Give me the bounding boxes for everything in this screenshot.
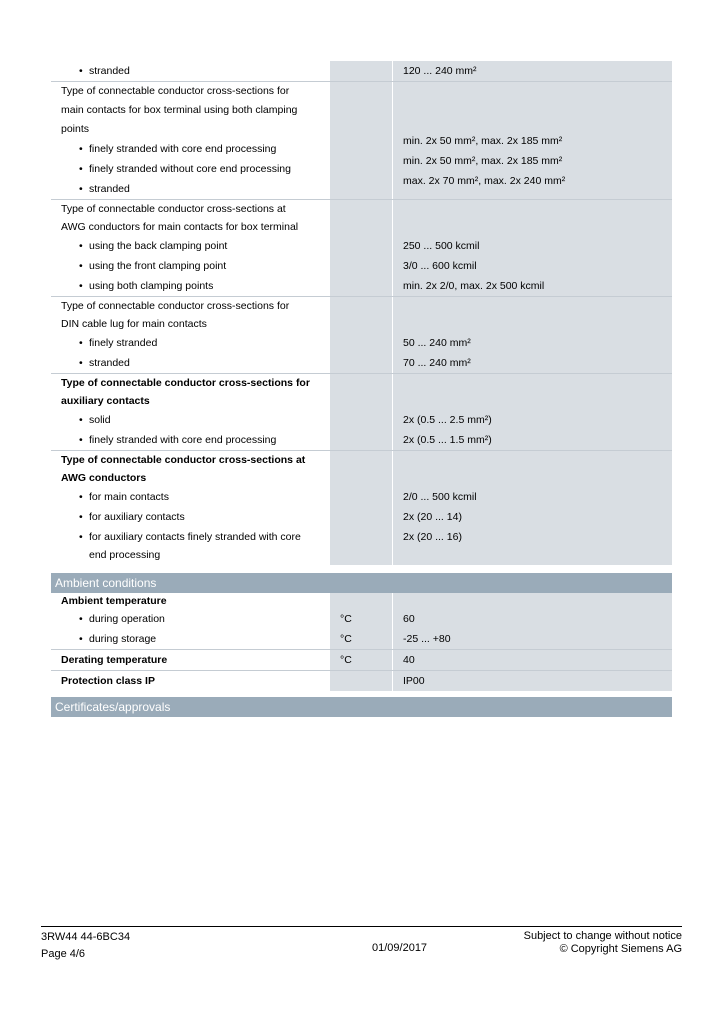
spec-value: 2x (20 ... 14) <box>403 511 462 523</box>
spec-label: • stranded <box>61 179 323 199</box>
spec-value: 3/0 ... 600 kcmil <box>403 260 477 272</box>
spec-heading-line: AWG conductors <box>61 472 147 484</box>
spec-value: 250 ... 500 kcmil <box>403 240 480 252</box>
spec-table <box>51 61 672 717</box>
section-header-certificates: Certificates/approvals <box>51 697 672 717</box>
spec-label: Derating temperature <box>61 654 168 666</box>
spec-label: • using the back clamping point <box>61 236 323 256</box>
spec-label: • using both clamping points <box>61 276 323 296</box>
spec-value: min. 2x 2/0, max. 2x 500 kcmil <box>403 280 545 292</box>
spec-heading-line: Type of connectable conductor cross-sections at <box>61 454 306 466</box>
spec-row-derating <box>51 649 672 670</box>
spec-label: • finely stranded with core end processing <box>61 139 323 159</box>
spec-group-awg-box-terminal <box>51 199 672 296</box>
spec-unit: °C <box>340 654 352 666</box>
spec-heading-line: main contacts for box terminal using both clamping <box>61 104 298 116</box>
spec-group-din-cable-lug <box>51 296 672 373</box>
spec-row-stranded-top <box>51 61 672 81</box>
spec-unit: °C <box>340 633 352 645</box>
spec-unit <box>340 671 392 691</box>
spec-value: min. 2x 50 mm², max. 2x 185 mm² <box>403 155 563 167</box>
footer-notice: Subject to change without notice <box>523 930 682 942</box>
spec-heading-line: Type of connectable conductor cross-sections for <box>61 85 290 97</box>
spec-label-continued: end processing <box>89 549 161 561</box>
spec-heading-line: DIN cable lug for main contacts <box>61 318 207 330</box>
footer-divider <box>41 926 682 927</box>
spec-label: • stranded <box>61 61 323 81</box>
spec-row-protection <box>51 670 672 691</box>
spec-value: IP00 <box>403 675 425 687</box>
spec-row-storage <box>51 629 672 649</box>
spec-label: Protection class IP <box>61 675 155 687</box>
spec-heading-line: AWG conductors for main contacts for box terminal <box>61 221 299 233</box>
spec-value: max. 2x 70 mm², max. 2x 240 mm² <box>403 175 566 187</box>
spec-value: 2/0 ... 500 kcmil <box>403 491 477 503</box>
spec-label: • for auxiliary contacts <box>61 507 323 527</box>
footer-product-number: 3RW44 44-6BC34 <box>41 931 131 943</box>
spec-label: • using the front clamping point <box>61 256 323 276</box>
spec-value: 2x (20 ... 16) <box>403 531 462 543</box>
spec-value: 120 ... 240 mm² <box>403 65 477 77</box>
footer-date: 01/09/2017 <box>372 942 428 954</box>
footer-page-number: Page 4/6 <box>41 948 86 960</box>
spec-label: • during storage <box>61 629 323 649</box>
spec-heading-line: auxiliary contacts <box>61 395 150 407</box>
spec-value: 60 <box>403 613 415 625</box>
spec-label: • finely stranded without core end processing <box>61 159 323 179</box>
spec-heading-line: Type of connectable conductor cross-sections for <box>61 377 310 389</box>
spec-label: • for main contacts <box>61 487 323 507</box>
spec-row-ambient-heading <box>51 593 672 609</box>
spec-label: • solid <box>61 410 323 430</box>
spec-unit <box>340 61 392 81</box>
spec-label: • finely stranded with core end processing <box>61 430 323 450</box>
spec-value: 2x (0.5 ... 1.5 mm²) <box>403 434 492 446</box>
spec-label: • finely stranded <box>61 333 323 353</box>
spec-group-box-terminal-both <box>51 81 672 199</box>
spec-label: • for auxiliary contacts finely stranded with core <box>61 527 323 547</box>
spec-heading-line: Ambient temperature <box>61 595 167 607</box>
spec-group-auxiliary <box>51 373 672 450</box>
spec-heading-line: points <box>61 123 90 135</box>
spec-group-awg-conductors <box>51 450 672 565</box>
spec-label: • during operation <box>61 609 323 629</box>
spec-row-operation <box>51 609 672 629</box>
footer-copyright: © Copyright Siemens AG <box>559 943 682 955</box>
spec-value: min. 2x 50 mm², max. 2x 185 mm² <box>403 135 563 147</box>
spec-value: -25 ... +80 <box>403 633 451 645</box>
spec-value: 40 <box>403 654 415 666</box>
spec-value: 50 ... 240 mm² <box>403 337 471 349</box>
spec-heading-line: Type of connectable conductor cross-sections at <box>61 203 286 215</box>
spec-unit: °C <box>340 613 352 625</box>
spec-label: • stranded <box>61 353 323 373</box>
spec-value: 2x (0.5 ... 2.5 mm²) <box>403 414 492 426</box>
section-header-ambient: Ambient conditions <box>51 573 672 593</box>
spec-heading-line: Type of connectable conductor cross-sections for <box>61 300 290 312</box>
spec-value: 70 ... 240 mm² <box>403 357 471 369</box>
